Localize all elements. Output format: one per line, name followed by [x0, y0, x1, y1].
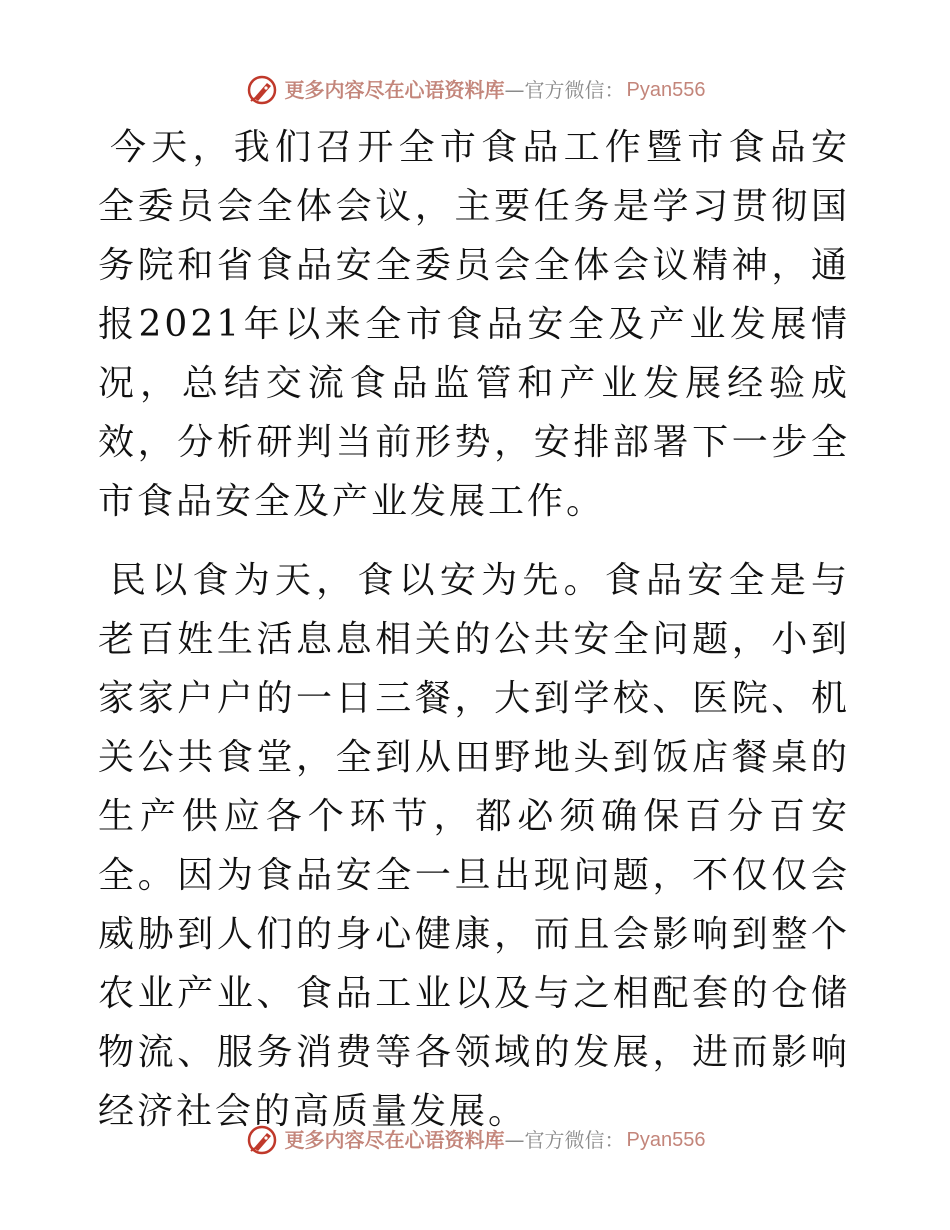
header-watermark [0, 72, 950, 108]
watermark-wechat-id: Pyan556 [626, 79, 706, 101]
pen-nib-logo-icon [245, 73, 279, 107]
watermark-official-label: 官方微信： [524, 1128, 625, 1152]
watermark-text [285, 1130, 706, 1150]
pen-nib-logo-icon [245, 1123, 279, 1157]
watermark-separator: — [504, 78, 525, 102]
footer-watermark [0, 1122, 950, 1158]
watermark-main-text: 更多内容尽在心语资料库 [284, 1128, 505, 1152]
paragraph-1: 今天，我们召开全市食品工作暨市食品安全委员会全体会议，主要任务是学习贯彻国务院和省食品安全委员会全体会议精神，通报2021年以来全市食品安全及产业发展情况，总结交流食品监管和产业发展经验成效，分析研判当前形势，安排部署下一步全市食品安全及产业发展工作。 [98, 127, 850, 522]
watermark-wechat-id: Pyan556 [626, 1129, 706, 1151]
watermark-main-text: 更多内容尽在心语资料库 [284, 78, 505, 102]
paragraph-2: 民以食为天，食以安为先。食品安全是与老百姓生活息息相关的公共安全问题，小到家家户户的一日三餐，大到学校、医院、机关公共食堂，全到从田野地头到饭店餐桌的生产供应各个环节，都必须确保百分百安全。因为食品安全一旦出现问题，不仅仅会威胁到人们的身心健康，而且会影响到整个农业产业、食品工业以及与之相配套的仓储物流、服务消费等各领域的发展，进而影响经济社会的高质量发展。 [98, 560, 850, 1132]
document-body [98, 118, 850, 1161]
watermark-text [285, 80, 706, 100]
watermark-official-label: 官方微信： [524, 78, 625, 102]
watermark-separator: — [504, 1128, 525, 1152]
